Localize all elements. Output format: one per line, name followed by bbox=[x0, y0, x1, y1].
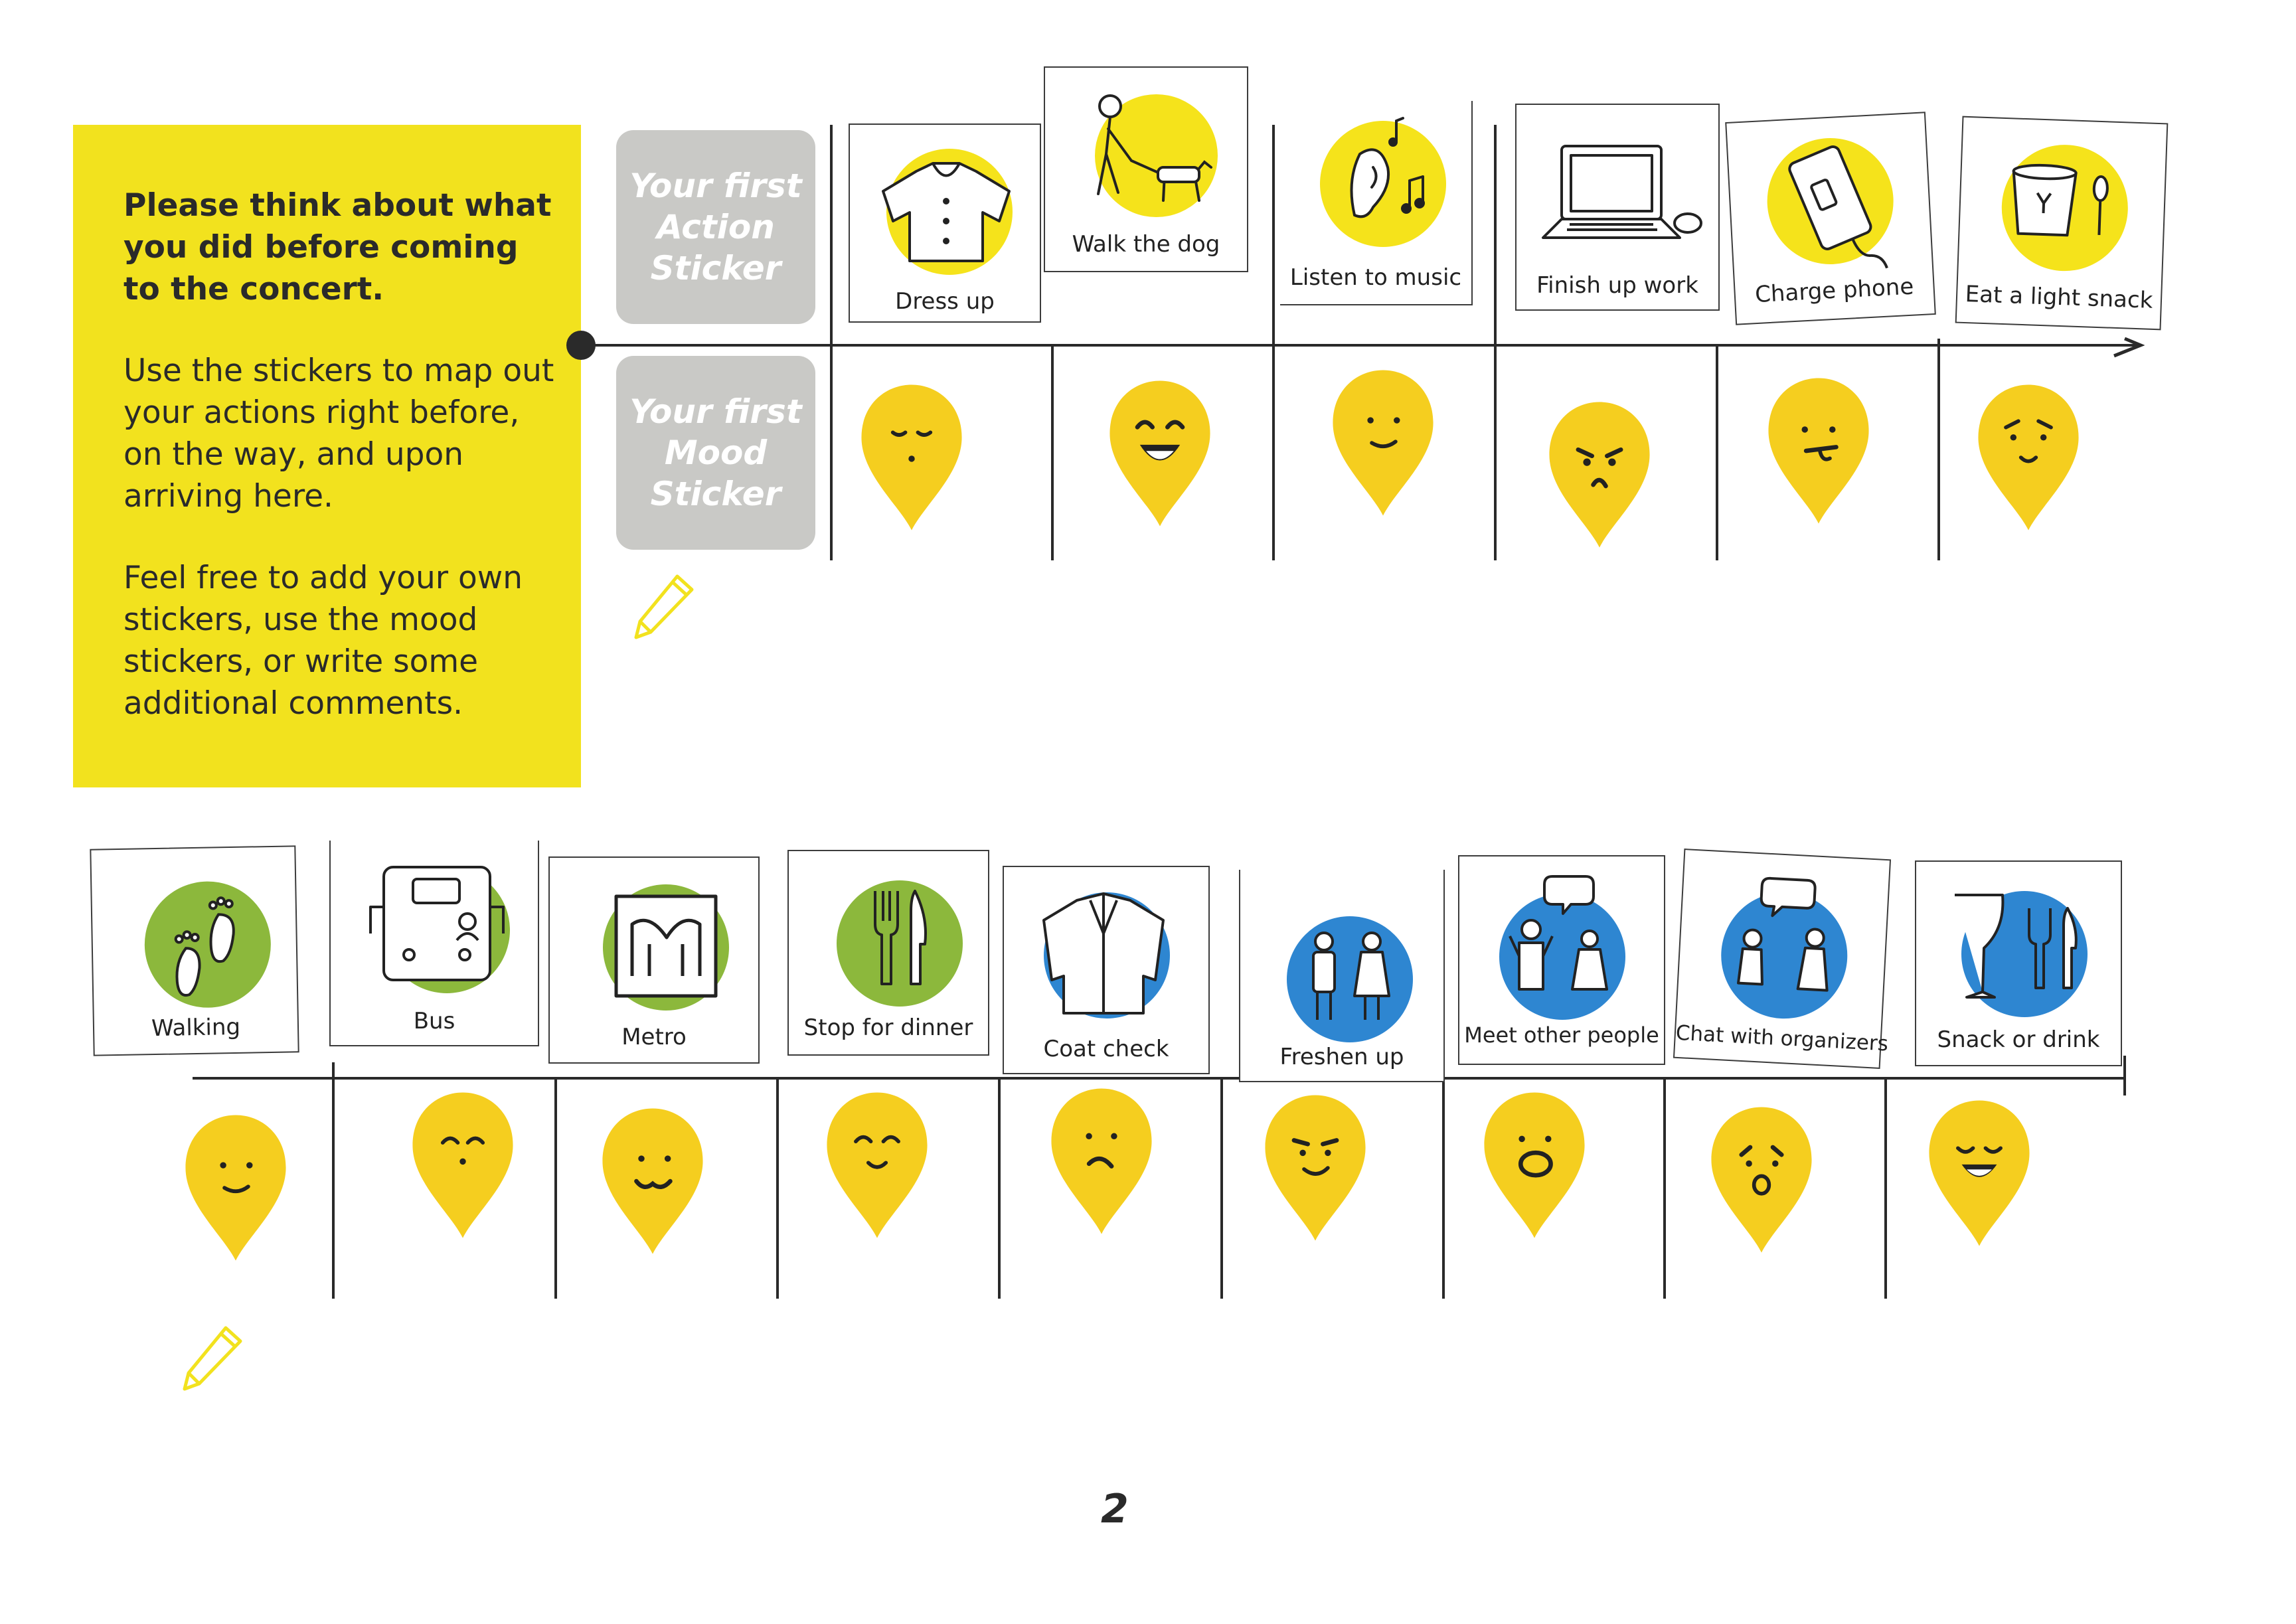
action-sticker-walk-the-dog[interactable] bbox=[1044, 66, 1248, 272]
pencil-icon bbox=[631, 571, 697, 644]
timeline-divider bbox=[1494, 125, 1497, 560]
sticker-label: Coat check bbox=[1043, 1036, 1169, 1062]
action-sticker-walking[interactable] bbox=[90, 845, 299, 1056]
tongue-out-face-icon bbox=[1762, 372, 1875, 531]
sad-face-icon bbox=[1045, 1082, 1158, 1242]
action-sticker-freshen-up[interactable] bbox=[1239, 870, 1445, 1082]
mood-sticker-angry[interactable] bbox=[1543, 396, 1656, 555]
action-sticker-chat-with-organizers[interactable] bbox=[1673, 849, 1891, 1069]
timeline-divider bbox=[1442, 1062, 1445, 1299]
timeline-divider bbox=[830, 125, 833, 560]
action-sticker-label: Your first Action Sticker bbox=[629, 167, 802, 287]
mood-sticker-calm[interactable] bbox=[855, 378, 968, 538]
timeline-divider bbox=[1663, 1077, 1666, 1299]
mood-sticker-label: Your first Mood Sticker bbox=[629, 392, 802, 513]
calm-face-icon bbox=[855, 378, 968, 538]
sticker-label: Metro bbox=[621, 1024, 687, 1050]
mood-sticker-slot[interactable] bbox=[616, 356, 815, 550]
timeline-divider bbox=[776, 1077, 779, 1299]
sticker-label: Chat with organizers bbox=[1675, 1020, 1889, 1056]
surprised-face-icon bbox=[1478, 1086, 1591, 1246]
action-sticker-snack-or-drink[interactable] bbox=[1915, 860, 2122, 1066]
mood-sticker-shocked[interactable] bbox=[1705, 1101, 1818, 1260]
sticker-label: Eat a light snack bbox=[1965, 281, 2154, 314]
sticker-label: Finish up work bbox=[1536, 272, 1698, 299]
joyful-face-icon bbox=[1923, 1094, 2036, 1254]
sticker-label: Walking bbox=[151, 1013, 241, 1042]
mood-sticker-cheeky[interactable] bbox=[596, 1102, 709, 1261]
mood-sticker-surprised[interactable] bbox=[1478, 1086, 1591, 1246]
sticker-label: Bus bbox=[413, 1008, 455, 1034]
instruction-paragraph-1: Use the stickers to map out your actions right before, on the way, and upon arriving here. bbox=[123, 353, 554, 515]
action-sticker-finish-up-work[interactable] bbox=[1515, 104, 1720, 311]
timeline-line-1 bbox=[578, 344, 2137, 347]
instruction-panel bbox=[73, 125, 581, 787]
mood-sticker-grin[interactable] bbox=[1259, 1089, 1372, 1248]
action-sticker-bus[interactable] bbox=[329, 841, 539, 1046]
cheeky-face-icon bbox=[596, 1102, 709, 1261]
timeline-divider bbox=[554, 1077, 557, 1299]
sticker-label: Snack or drink bbox=[1937, 1026, 2100, 1053]
action-sticker-metro[interactable] bbox=[548, 856, 760, 1064]
timeline-divider bbox=[1051, 344, 1054, 560]
content-face-icon bbox=[406, 1086, 519, 1246]
mood-sticker-sad[interactable] bbox=[1045, 1082, 1158, 1242]
mood-sticker-laughing[interactable] bbox=[1104, 374, 1216, 534]
action-sticker-coat-check[interactable] bbox=[1003, 866, 1210, 1074]
timeline-divider bbox=[332, 1062, 335, 1299]
sticker-label: Listen to music bbox=[1289, 264, 1462, 291]
mood-sticker-uncertain[interactable] bbox=[1972, 378, 2085, 538]
smile-face-icon bbox=[179, 1109, 292, 1268]
grin-face-icon bbox=[1259, 1089, 1372, 1248]
sticker-label: Walk the dog bbox=[1072, 231, 1220, 258]
timeline-divider bbox=[1716, 344, 1718, 560]
sticker-label: Stop for dinner bbox=[803, 1015, 973, 1041]
timeline-arrow-icon bbox=[2111, 332, 2145, 359]
instruction-paragraph-2: Feel free to add your own stickers, use the mood stickers, or write some additional comments. bbox=[123, 560, 523, 722]
uncertain-face-icon bbox=[1972, 378, 2085, 538]
action-sticker-charge-phone[interactable] bbox=[1725, 112, 1936, 325]
timeline-divider bbox=[998, 1077, 1001, 1299]
action-sticker-dress-up[interactable] bbox=[849, 123, 1041, 323]
angry-face-icon bbox=[1543, 396, 1656, 555]
sticker-label: Charge phone bbox=[1754, 273, 1915, 309]
mood-sticker-smile[interactable] bbox=[1327, 364, 1439, 523]
instruction-lead: Please think about what you did before coming to the concert. bbox=[123, 187, 552, 307]
timeline-divider bbox=[1272, 125, 1275, 560]
action-sticker-stop-for-dinner[interactable] bbox=[787, 850, 989, 1056]
timeline-divider bbox=[1937, 339, 1940, 560]
mood-sticker-joyful[interactable] bbox=[1923, 1094, 2036, 1254]
laughing-face-icon bbox=[1104, 374, 1216, 534]
page-number: 2 bbox=[1101, 1486, 1129, 1532]
timeline-end-mark bbox=[2123, 1056, 2126, 1096]
action-sticker-slot[interactable] bbox=[616, 130, 815, 324]
timeline-divider bbox=[1220, 1077, 1223, 1299]
smile-face-icon bbox=[1327, 364, 1439, 523]
shocked-face-icon bbox=[1705, 1101, 1818, 1260]
action-sticker-listen-to-music[interactable] bbox=[1280, 101, 1473, 305]
action-sticker-meet-other-people[interactable] bbox=[1458, 855, 1665, 1065]
timeline-divider bbox=[1884, 1077, 1887, 1299]
mood-sticker-smile[interactable] bbox=[179, 1109, 292, 1268]
mood-sticker-happy[interactable] bbox=[821, 1086, 934, 1246]
mood-sticker-tongue-out[interactable] bbox=[1762, 372, 1875, 531]
sticker-label: Freshen up bbox=[1279, 1044, 1404, 1070]
sticker-label: Meet other people bbox=[1464, 1022, 1659, 1048]
pencil-icon bbox=[179, 1323, 246, 1396]
sticker-label: Dress up bbox=[895, 288, 995, 315]
happy-face-icon bbox=[821, 1086, 934, 1246]
mood-sticker-content[interactable] bbox=[406, 1086, 519, 1246]
timeline-line-2 bbox=[193, 1077, 2126, 1080]
action-sticker-eat-a-light-snack[interactable] bbox=[1955, 116, 2169, 331]
